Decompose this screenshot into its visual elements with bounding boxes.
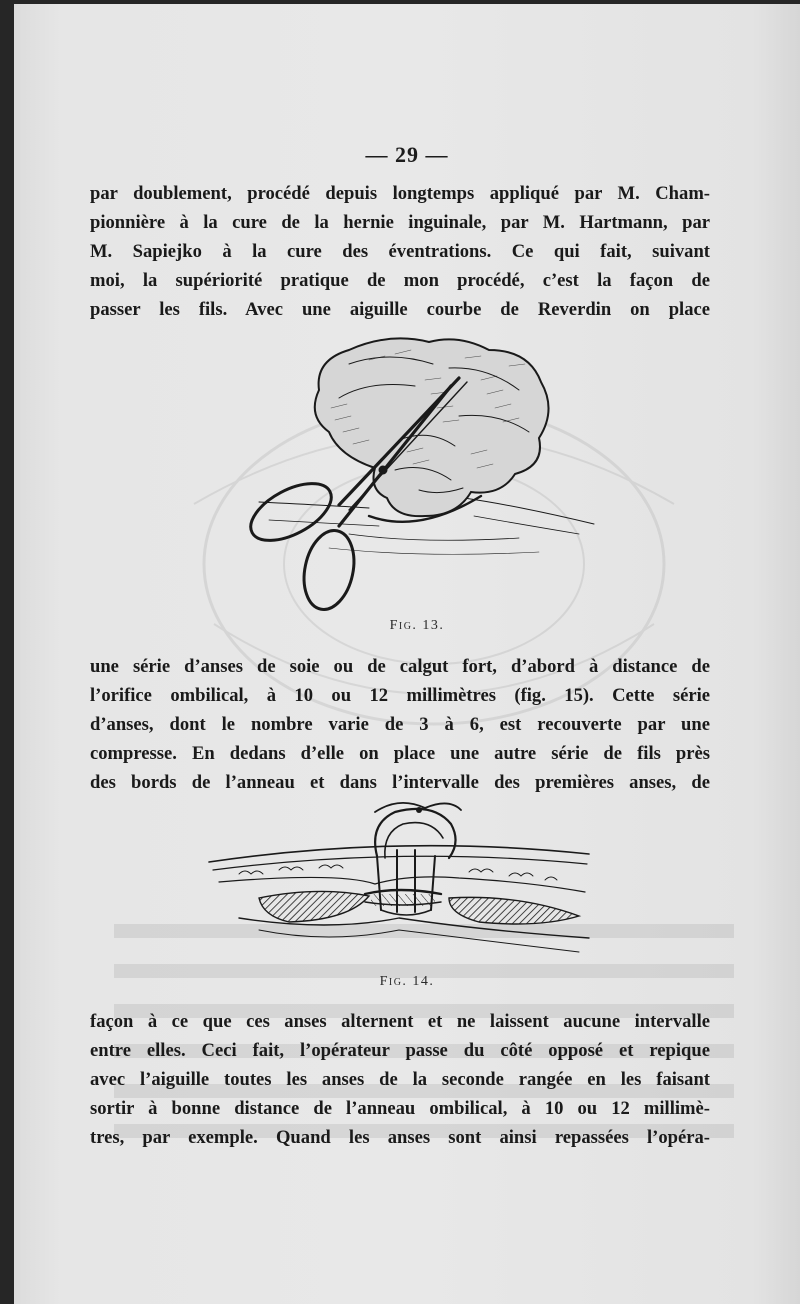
paragraph-2 [90, 652, 710, 797]
text-line: sortir à bonne distance de l’anneau ombilical, à 10 ou 12 millimè- [90, 1098, 710, 1119]
text-line: façon à ce que ces anses alternent et ne laissent aucune intervalle [90, 1011, 710, 1032]
book-page [14, 4, 800, 1304]
text-line: l’orifice ombilical, à 10 ou 12 millimètres (fig. 15). Cette série [90, 685, 710, 706]
text-line: moi, la supériorité pratique de mon procédé, c’est la façon de [90, 270, 710, 291]
figure-14-illustration [199, 798, 599, 958]
text-line: M. Sapiejko à la cure des éventrations. Ce qui fait, suivant [90, 241, 710, 262]
figure-13-illustration [219, 320, 599, 616]
text-line: compresse. En dedans d’elle on place une autre série de fils près [90, 743, 710, 764]
text-line: passer les fils. Avec une aiguille courbe de Reverdin on place [90, 299, 710, 320]
text-line: des bords de l’anneau et dans l’intervalle des premières anses, de [90, 772, 710, 793]
text-line: entre elles. Ceci fait, l’opérateur passe du côté opposé et repique [90, 1040, 710, 1061]
paragraph-3 [90, 1007, 710, 1152]
paragraph-1 [90, 179, 710, 324]
text-line: pionnière à la cure de la hernie inguinale, par M. Hartmann, par [90, 212, 710, 233]
page-number: — 29 — [365, 142, 449, 167]
text-line: une série d’anses de soie ou de calgut fort, d’abord à distance de [90, 656, 710, 677]
figure-14-caption: Fig. 14. [379, 974, 435, 989]
text-line: par doublement, procédé depuis longtemps appliqué par M. Cham- [90, 183, 710, 204]
text-line: avec l’aiguille toutes les anses de la seconde rangée en les faisant [90, 1069, 710, 1090]
text-line: d’anses, dont le nombre varie de 3 à 6, est recouverte par une [90, 714, 710, 735]
text-line: tres, par exemple. Quand les anses sont ainsi repassées l’opéra- [90, 1127, 710, 1148]
figure-13-caption: Fig. 13. [389, 618, 445, 633]
